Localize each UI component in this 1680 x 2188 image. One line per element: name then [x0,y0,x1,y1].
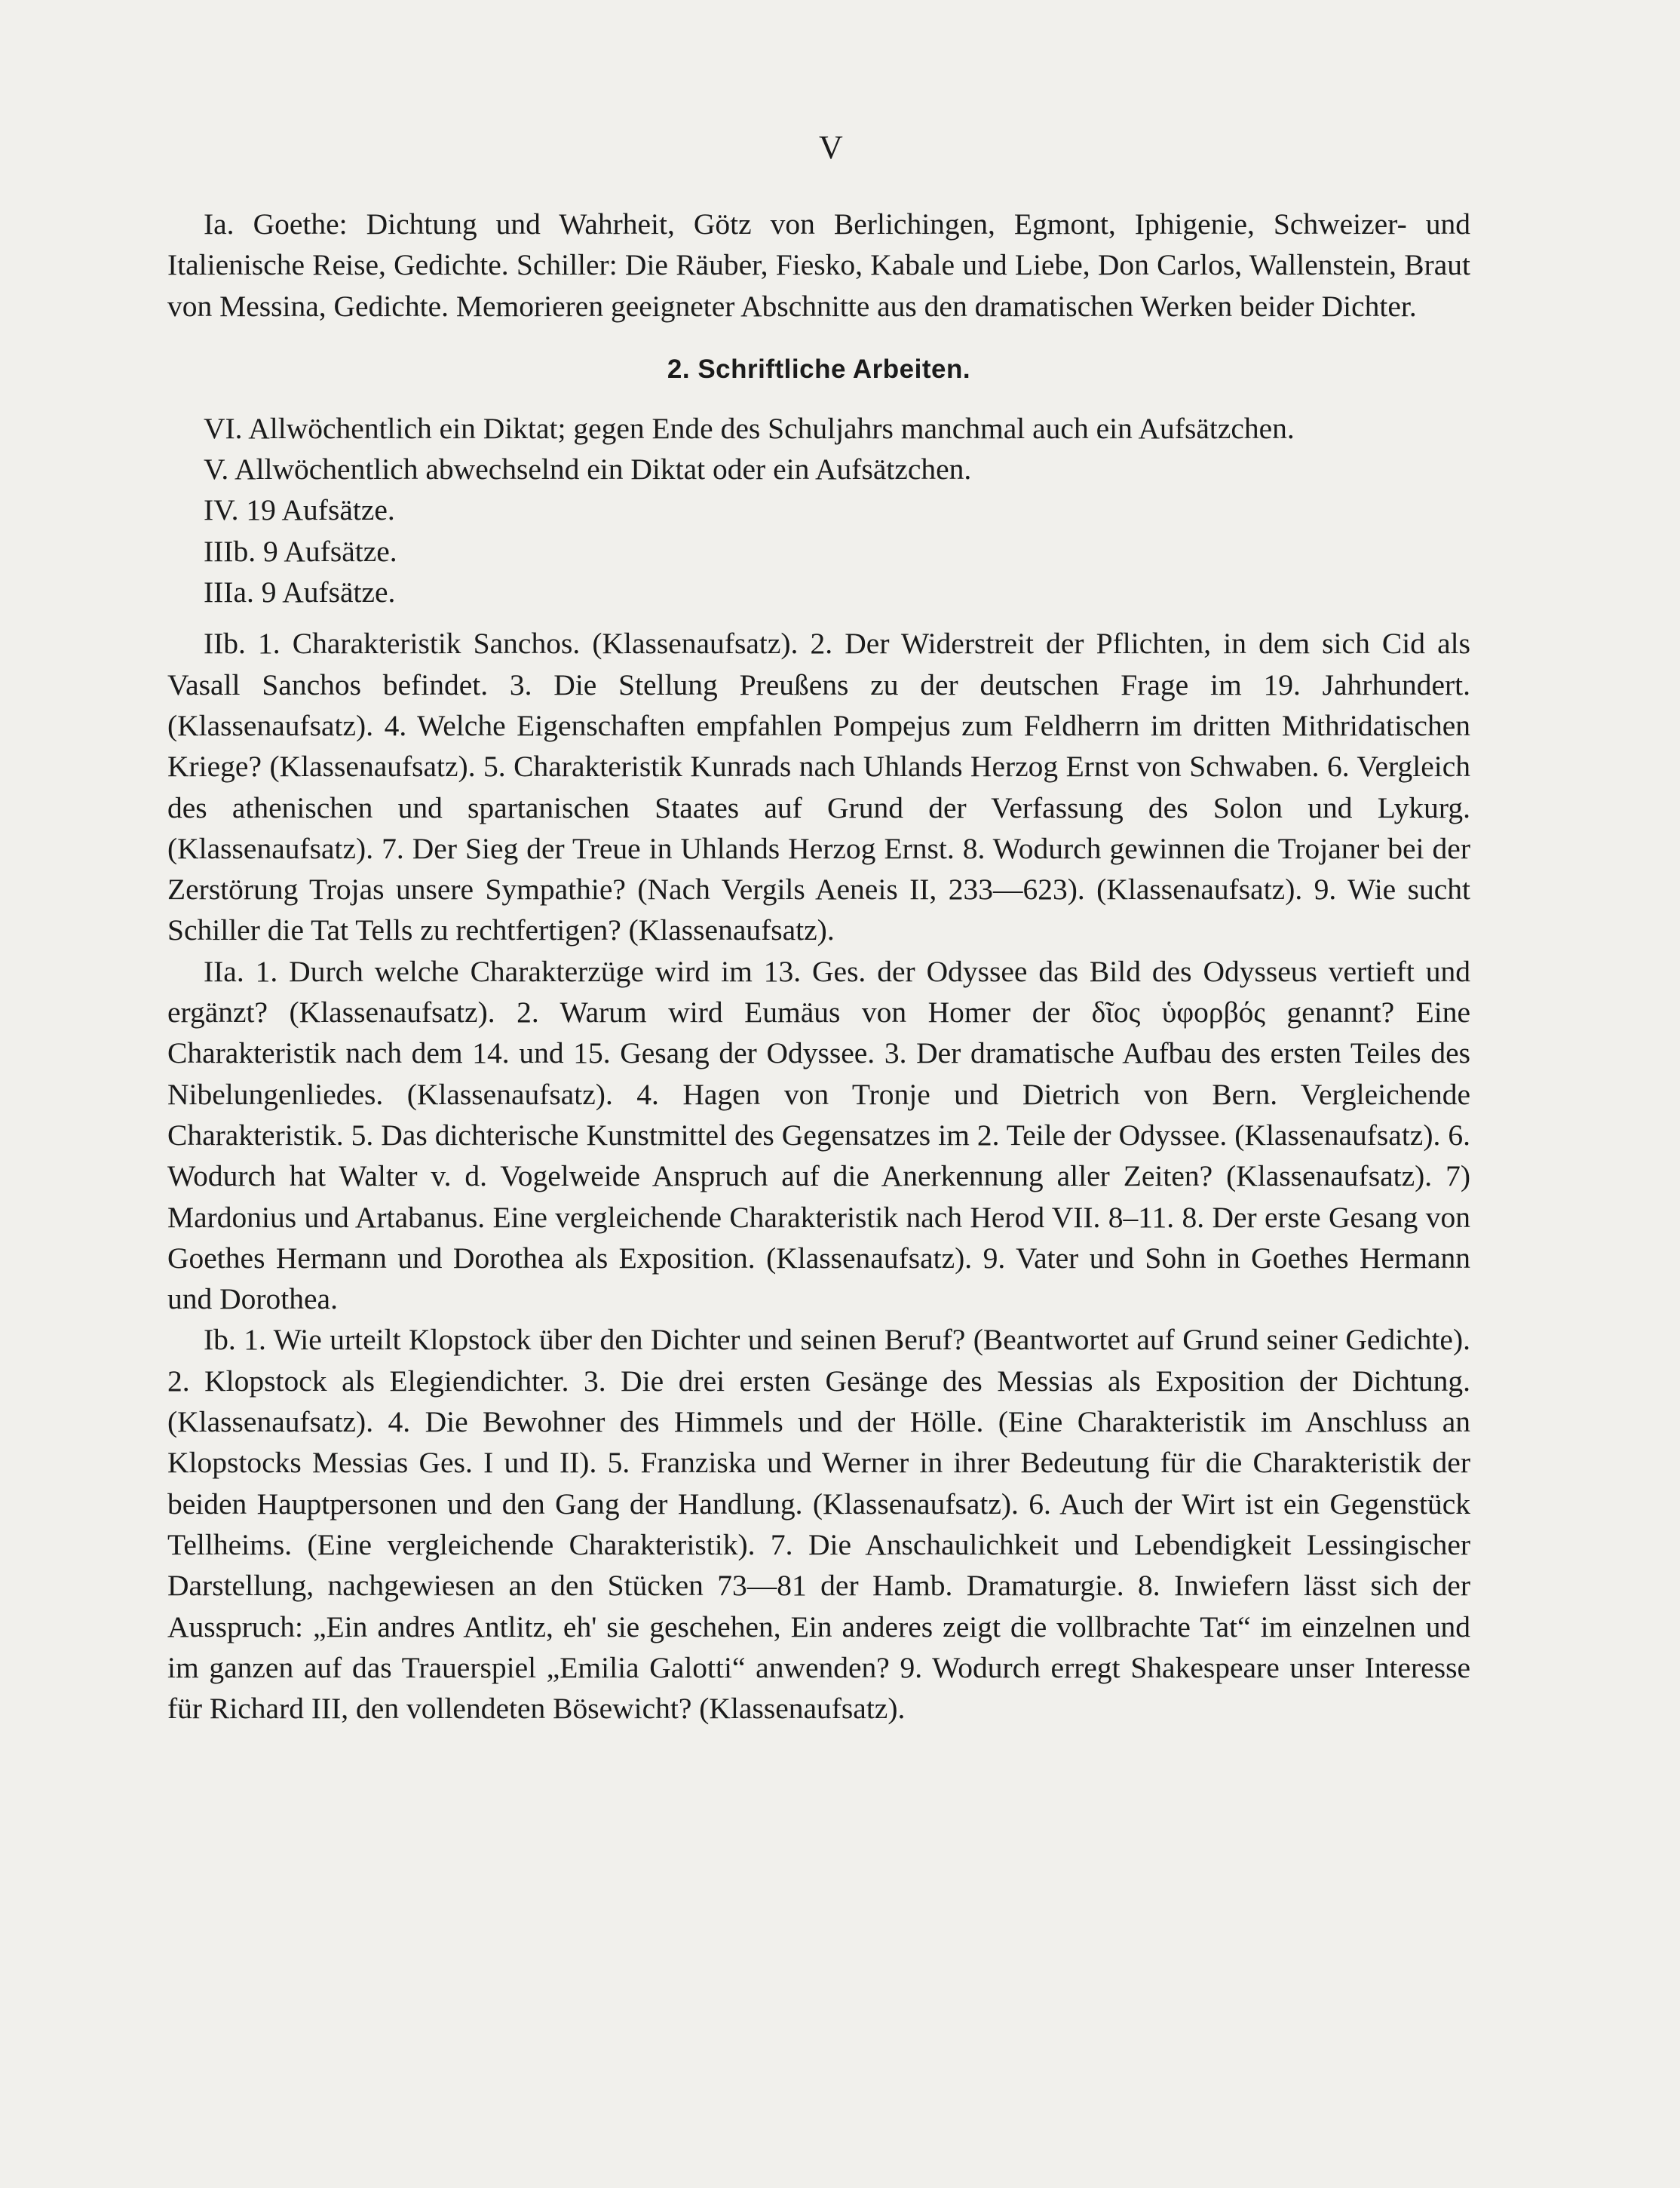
paragraph-grade-vi: VI. Allwöchentlich ein Diktat; gegen Ende des Schuljahrs manchmal auch ein Aufsätzchen. [204,411,1295,445]
page-body [167,204,1470,1729]
paragraph-ia-reading: Ia. Goethe: Dichtung und Wahrheit, Götz von Berlichingen, Egmont, Iphigenie, Schweizer- und Italienische Reise, Gedichte. Schiller: Die Räuber, Fiesko, Kabale und Liebe, Don Carlos, Wallenstein, Braut von Messina, Gedichte. Memorieren geeigneter Abschnitte aus den dramatischen Werken beider Dichter. [167,207,1470,323]
paragraph-grade-v: V. Allwöchentlich abwechselnd ein Diktat oder ein Aufsätzchen. [204,453,972,486]
paragraph-grade-ib: Ib. 1. Wie urteilt Klopstock über den Dichter und seinen Beruf? (Beantwortet auf Grund seiner Gedichte). 2. Klopstock als Elegiendichter. 3. Die drei ersten Gesänge des Messias als Exposition der Dichtung. (Klassenaufsatz). 4. Die Bewohner des Himmels und der Hölle. (Eine Charakteristik im Anschluss an Klopstocks Messias Ges. I und II). 5. Franziska und Werner in ihrer Bedeutung für die Charakteristik der beiden Hauptpersonen und den Gang der Handlung. (Klassenaufsatz). 6. Auch der Wirt ist ein Gegenstück Tellheims. (Eine vergleichende Charakteristik). 7. Die Anschaulichkeit und Lebendigkeit Lessingischer Darstellung, nachgewiesen an den Stücken 73—81 der Hamb. Dramaturgie. 8. Inwiefern lässt sich der Ausspruch: „Ein andres Antlitz, eh' sie geschehen, Ein anderes zeigt die vollbrachte Tat“ im einzelnen und im ganzen auf das Trauerspiel „Emilia Galotti“ anwenden? 9. Wodurch erregt Shakespeare unser Interesse für Richard III, den vollendeten Bösewicht? (Klassenaufsatz). [167,1323,1470,1726]
section-heading: 2. Schriftliche Arbeiten. [667,354,971,384]
paragraph-grade-iv: IV. 19 Aufsätze. [204,493,395,527]
paragraph-grade-iia: IIa. 1. Durch welche Charakterzüge wird im 13. Ges. der Odyssee das Bild des Odysseus vertieft und ergänzt? (Klassenaufsatz). 2. Warum wird Eumäus von Homer der δῖος ὑφορβός genannt? Eine Charakteristik nach dem 14. und 15. Gesang der Odyssee. 3. Der dramatische Aufbau des ersten Teiles des Nibelungenliedes. (Klassenaufsatz). 4. Hagen von Tronje und Dietrich von Bern. Vergleichende Charakteristik. 5. Das dichterische Kunstmittel des Gegensatzes im 2. Teile der Odyssee. (Klassenaufsatz). 6. Wodurch hat Walter v. d. Vogelweide Anspruch auf die Anerkennung aller Zeiten? (Klassenaufsatz). 7) Mardonius und Artabanus. Eine vergleichende Charakteristik nach Herod VII. 8–11. 8. Der erste Gesang von Goethes Hermann und Dorothea als Exposition. (Klassenaufsatz). 9. Vater und Sohn in Goethes Hermann und Dorothea. [167,954,1470,1316]
paragraph-grade-iiia: IIIa. 9 Aufsätze. [204,575,396,609]
spacer [167,612,1470,623]
paragraph-grade-iib: IIb. 1. Charakteristik Sanchos. (Klassenaufsatz). 2. Der Widerstreit der Pflichten, in dem sich Cid als Vasall Sanchos befindet. 3. Die Stellung Preußens zu der deutschen Frage im 19. Jahrhundert. (Klassenaufsatz). 4. Welche Eigenschaften empfahlen Pompejus zum Feldherrn im dritten Mithridatischen Kriege? (Klassenaufsatz). 5. Charakteristik Kunrads nach Uhlands Herzog Ernst von Schwaben. 6. Vergleich des athenischen und spartanischen Staates auf Grund der Verfassung des Solon und Lykurg. (Klassenaufsatz). 7. Der Sieg der Treue in Uhlands Herzog Ernst. 8. Wodurch gewinnen die Trojaner bei der Zerstörung Trojas unsere Sympathie? (Nach Vergils Aeneis II, 233—623). (Klassenaufsatz). 9. Wie sucht Schiller die Tat Tells zu rechtfertigen? (Klassenaufsatz). [167,627,1470,947]
paragraph-grade-iiib: IIIb. 9 Aufsätze. [204,534,397,568]
page-number: V [819,129,845,166]
